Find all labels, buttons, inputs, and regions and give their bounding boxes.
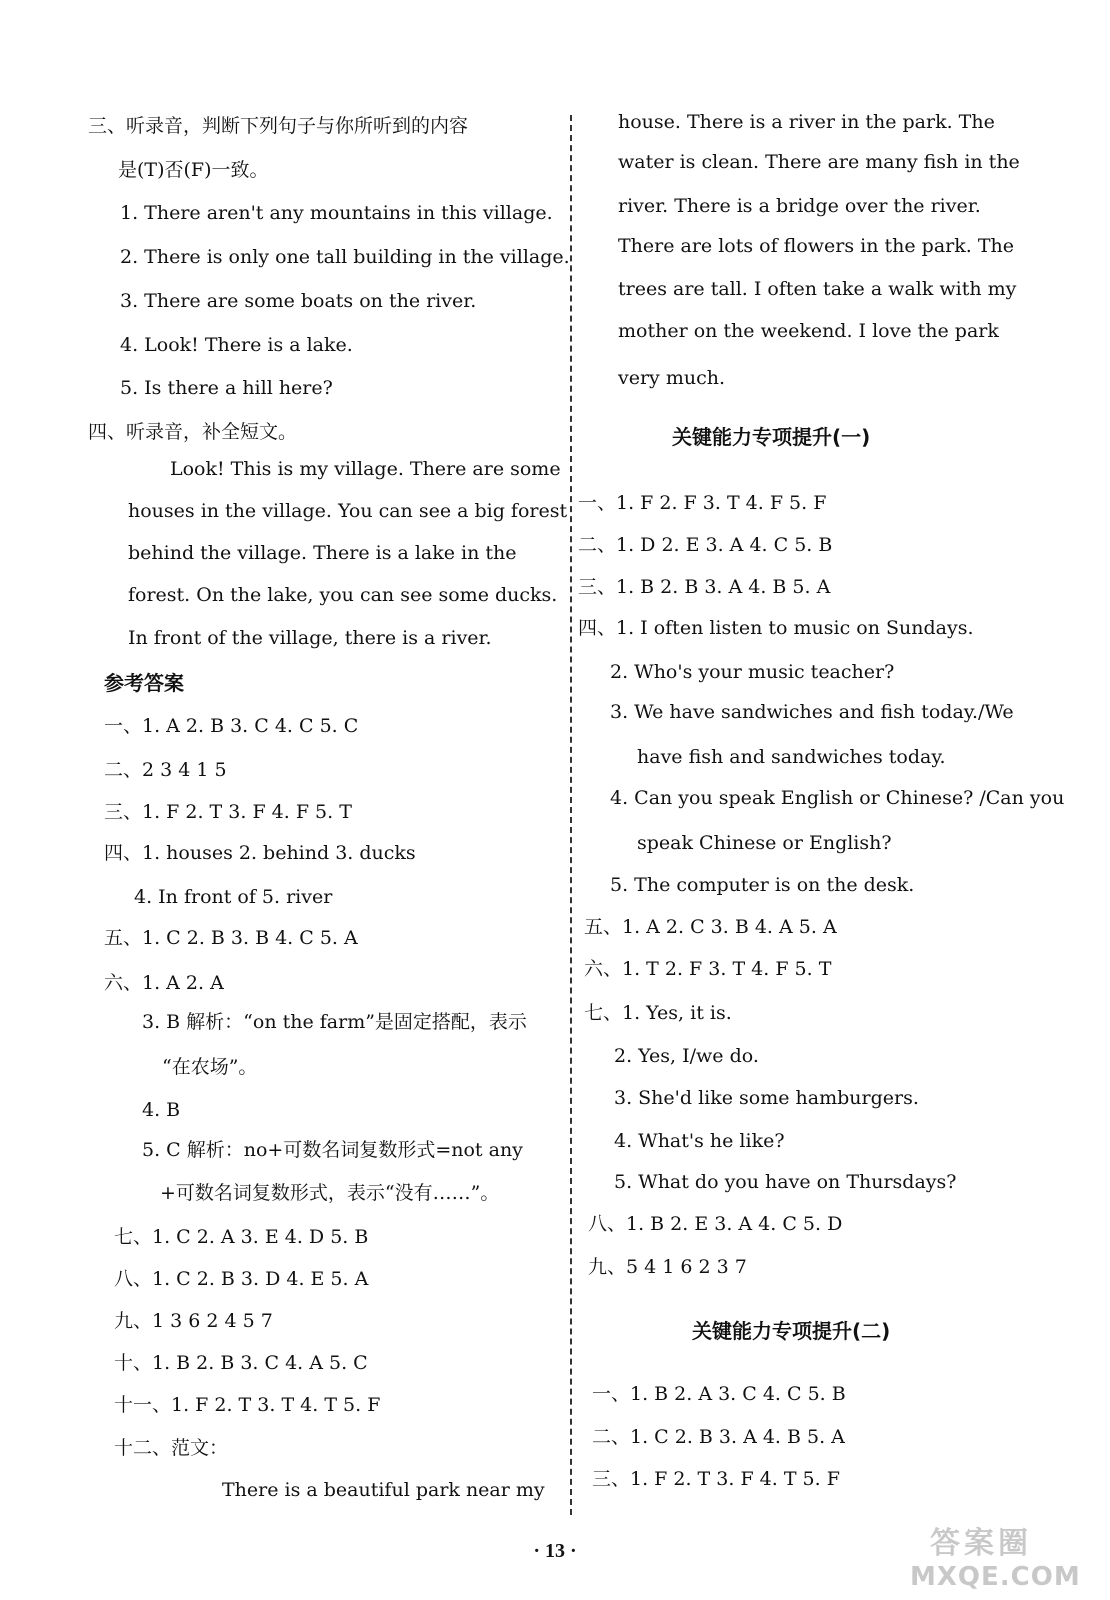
left-text-line: 4. In front of 5. river [134, 886, 333, 908]
left-text-line: 二、2 3 4 1 5 [104, 759, 227, 781]
right-text-line: 七、1. Yes, it is. [584, 1002, 732, 1024]
left-text-line: 九、1 3 6 2 4 5 7 [114, 1310, 273, 1332]
left-text-line: 三、1. F 2. T 3. F 4. F 5. T [104, 801, 352, 823]
left-text-line: houses in the village. You can see a big forest [128, 500, 568, 522]
watermark-url: MXQE.COM [910, 1562, 1081, 1592]
left-text-line: 四、听录音，补全短文。 [88, 421, 298, 443]
right-text-line: mother on the weekend. I love the park [618, 320, 999, 342]
left-text-line: 三、听录音，判断下列句子与你所听到的内容 [88, 115, 469, 137]
left-text-line: 5. C 解析：no+可数名词复数形式=not any [142, 1139, 523, 1161]
left-text-line: 七、1. C 2. A 3. E 4. D 5. B [114, 1226, 369, 1248]
left-text-line: There is a beautiful park near my [222, 1479, 545, 1501]
right-text-line: 五、1. A 2. C 3. B 4. A 5. A [584, 916, 837, 938]
site-watermark [900, 1518, 1100, 1600]
right-text-line: trees are tall. I often take a walk with my [618, 278, 1017, 300]
right-text-line: 二、1. C 2. B 3. A 4. B 5. A [592, 1426, 845, 1448]
right-text-line: 一、1. B 2. A 3. C 4. C 5. B [592, 1383, 846, 1405]
right-text-line: 5. The computer is on the desk. [610, 874, 915, 896]
right-text-line: 3. We have sandwiches and fish today./We [610, 701, 1014, 723]
left-text-line: 五、1. C 2. B 3. B 4. C 5. A [104, 927, 358, 949]
right-text-line: 三、1. F 2. T 3. F 4. T 5. F [592, 1468, 840, 1490]
left-text-line: 四、1. houses 2. behind 3. ducks [104, 842, 416, 864]
right-text-line: 一、1. F 2. F 3. T 4. F 5. F [578, 492, 827, 514]
column-divider [570, 115, 572, 1515]
right-text-line: 5. What do you have on Thursdays? [614, 1171, 957, 1193]
left-section-heading: 参考答案 [104, 671, 184, 695]
left-text-line: Look! This is my village. There are some [170, 458, 561, 480]
left-text-line: “在农场”。 [162, 1056, 258, 1078]
left-text-line: 十、1. B 2. B 3. C 4. A 5. C [114, 1352, 368, 1374]
right-text-line: 四、1. I often listen to music on Sundays. [578, 617, 974, 639]
right-text-line: 2. Yes, I/we do. [614, 1045, 759, 1067]
right-text-line: 2. Who's your music teacher? [610, 661, 895, 683]
right-text-line: speak Chinese or English? [637, 832, 892, 854]
left-text-line: 六、1. A 2. A [104, 972, 224, 994]
left-text-line: behind the village. There is a lake in the [128, 542, 517, 564]
right-text-line: 八、1. B 2. E 3. A 4. C 5. D [588, 1213, 843, 1235]
right-section-heading: 关键能力专项提升(二) [692, 1319, 891, 1343]
right-text-line: house. There is a river in the park. The [618, 111, 995, 133]
left-text-line: 八、1. C 2. B 3. D 4. E 5. A [114, 1268, 369, 1290]
left-text-line: 一、1. A 2. B 3. C 4. C 5. C [104, 715, 359, 737]
left-text-line: forest. On the lake, you can see some ducks. [128, 584, 558, 606]
right-text-line: 三、1. B 2. B 3. A 4. B 5. A [578, 576, 831, 598]
left-text-line: 十二、范文： [114, 1437, 229, 1459]
left-text-line: 5. Is there a hill here? [120, 377, 333, 399]
right-text-line: There are lots of flowers in the park. The [618, 235, 1014, 257]
right-text-line: 二、1. D 2. E 3. A 4. C 5. B [578, 534, 833, 556]
left-text-line: 3. B 解析：“on the farm”是固定搭配，表示 [142, 1011, 527, 1033]
right-text-line: 3. She'd like some hamburgers. [614, 1087, 919, 1109]
right-text-line: have fish and sandwiches today. [637, 746, 946, 768]
left-text-line: In front of the village, there is a river. [128, 627, 492, 649]
left-text-line: +可数名词复数形式，表示“没有……”。 [160, 1182, 500, 1204]
right-text-line: river. There is a bridge over the river. [618, 195, 981, 217]
right-text-line: water is clean. There are many fish in the [618, 151, 1020, 173]
right-text-line: very much. [618, 367, 726, 389]
left-text-line: 4. B [142, 1099, 181, 1121]
watermark-logo-text: 答案圈 [930, 1526, 1032, 1561]
left-text-line: 十一、1. F 2. T 3. T 4. T 5. F [114, 1394, 381, 1416]
left-text-line: 4. Look! There is a lake. [120, 334, 353, 356]
left-text-line: 是(T)否(F)一致。 [118, 159, 269, 181]
left-text-line: 1. There aren't any mountains in this village. [120, 202, 553, 224]
right-text-line: 4. What's he like? [614, 1130, 785, 1152]
left-text-line: 3. There are some boats on the river. [120, 290, 477, 312]
right-section-heading: 关键能力专项提升(一) [672, 425, 871, 449]
right-text-line: 六、1. T 2. F 3. T 4. F 5. T [584, 958, 832, 980]
right-text-line: 九、5 4 1 6 2 3 7 [588, 1256, 747, 1278]
right-text-line: 4. Can you speak English or Chinese? /Can you [610, 787, 1065, 809]
left-text-line: 2. There is only one tall building in the village. [120, 246, 570, 268]
page-number: · 13 · [533, 1540, 577, 1562]
